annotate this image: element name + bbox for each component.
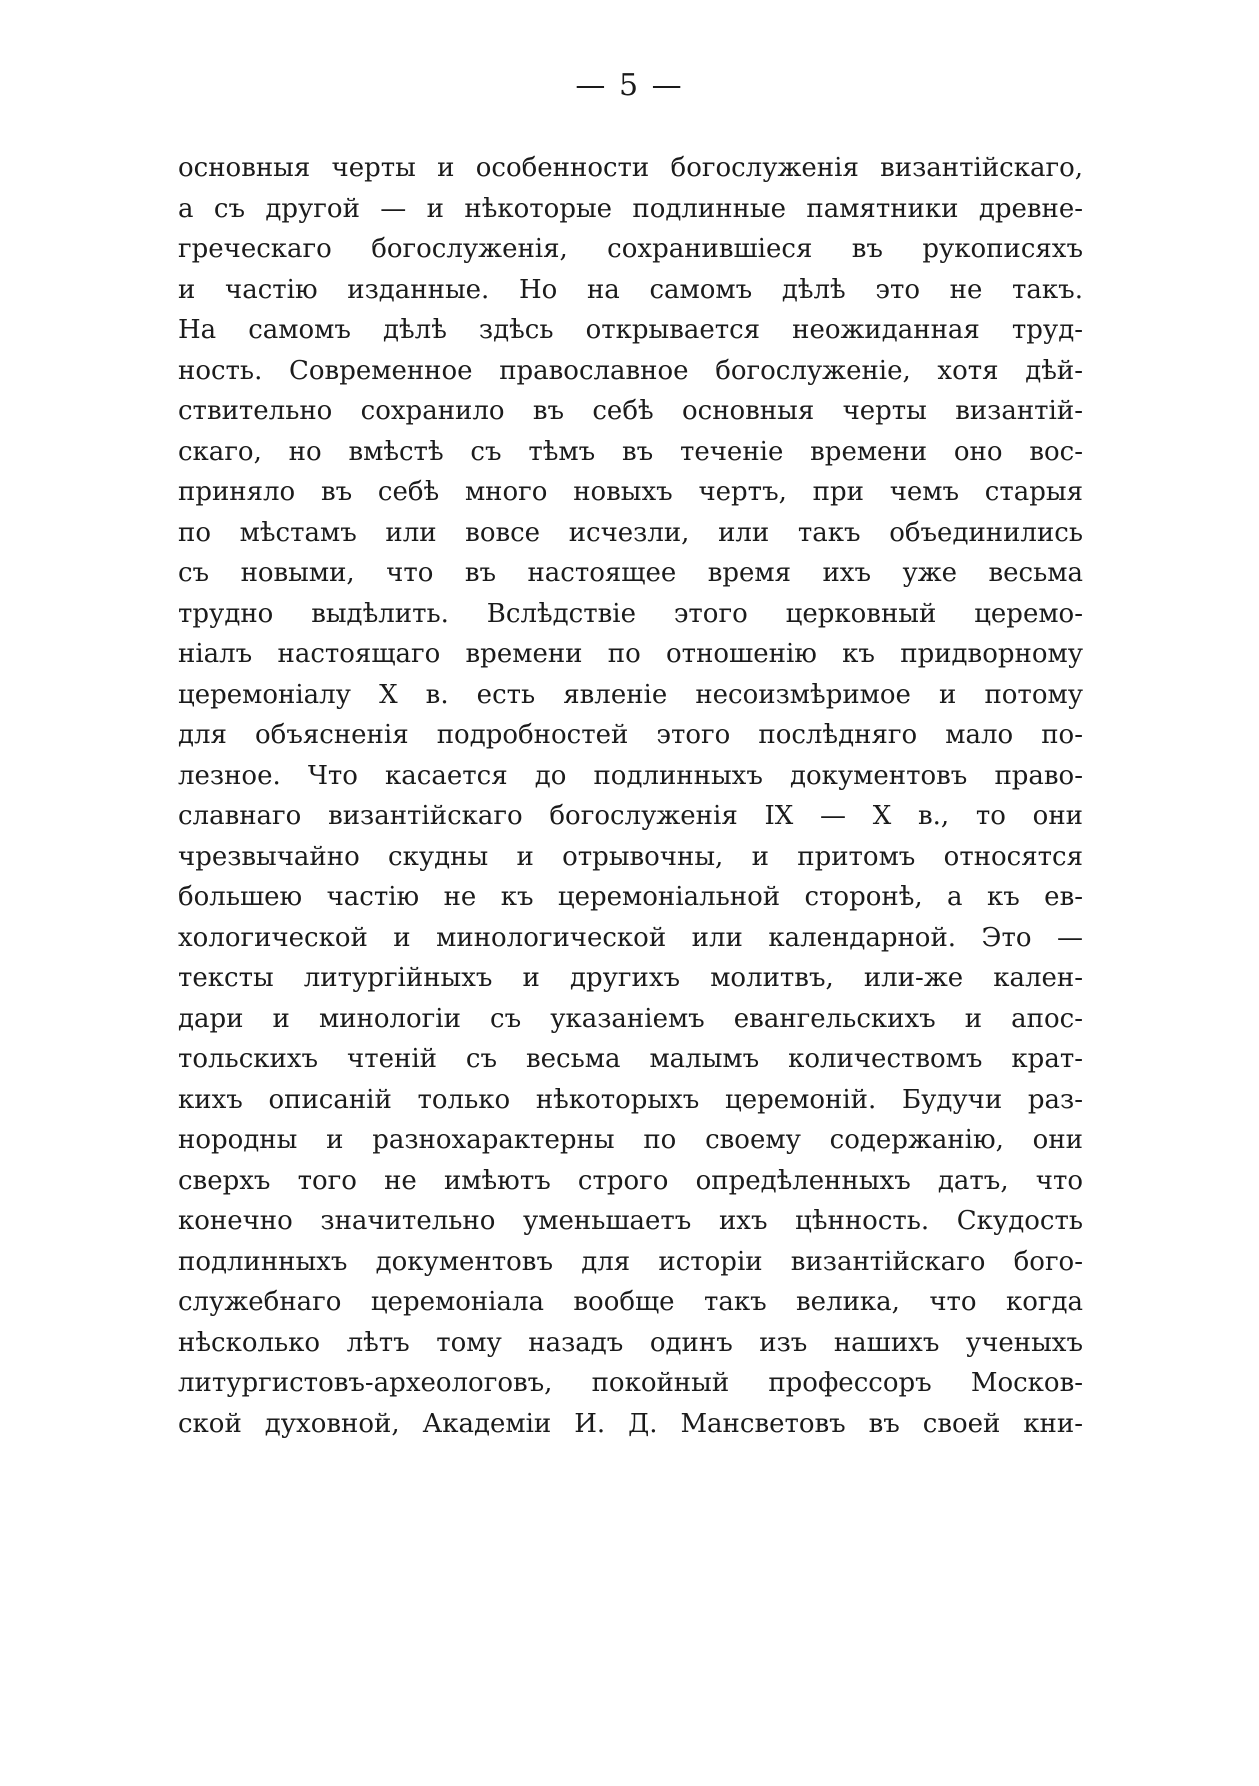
body-text (178, 148, 1083, 1444)
text-line: церемоніалу X в. есть явленіе несоизмѣримое и потому (178, 679, 1083, 710)
text-line: конечно значительно уменьшаетъ ихъ цѣнность. Скудость (178, 1206, 1083, 1236)
text-line: сверхъ того не имѣютъ строго опредѣленныхъ датъ, что (178, 1165, 1083, 1196)
text-line: тольскихъ чтеній съ весьма малымъ количествомъ крат- (178, 1044, 1083, 1074)
text-line: лезное. Что касается до подлинныхъ документовъ право- (178, 760, 1083, 791)
text-line: хологической и минологической или календарной. Это — (178, 922, 1083, 953)
text-line: тексты литургійныхъ и другихъ молитвъ, или-же кален- (178, 963, 1083, 993)
text-line: славнаго византійскаго богослуженія IX — X в., то они (178, 801, 1083, 831)
page-number: — 5 — (575, 68, 684, 103)
text-line: нѣсколько лѣтъ тому назадъ одинъ изъ нашихъ ученыхъ (178, 1327, 1083, 1358)
text-line: по мѣстамъ или вовсе исчезли, или такъ объединились (178, 517, 1083, 548)
text-line: литургистовъ-археологовъ, покойный профессоръ Москов- (178, 1368, 1083, 1398)
text-line: ской духовной, Академіи И. Д. Мансветовъ въ своей кни- (178, 1408, 1083, 1439)
text-line: трудно выдѣлить. Вслѣдствіе этого церковный церемо- (178, 598, 1083, 629)
text-line: основныя черты и особенности богослуженія византійскаго, (178, 153, 1083, 183)
text-line: служебнаго церемоніала вообще такъ велика, что когда (178, 1287, 1083, 1317)
text-line: съ новыми, что въ настоящее время ихъ уже весьма (178, 558, 1083, 588)
text-line: нородны и разнохарактерны по своему содержанію, они (178, 1125, 1083, 1155)
text-line: ствительно сохранило въ себѣ основныя черты византій- (178, 396, 1083, 426)
text-line: греческаго богослуженія, сохранившіеся въ рукописяхъ (178, 234, 1083, 264)
text-line: а съ другой — и нѣкоторые подлинные памятники древне- (178, 193, 1083, 224)
text-line: На самомъ дѣлѣ здѣсь открывается неожиданная труд- (178, 315, 1083, 345)
text-line: дари и минологіи съ указаніемъ евангельскихъ и апос- (178, 1003, 1083, 1034)
text-line: ность. Современное православное богослуженіе, хотя дѣй- (178, 355, 1083, 386)
text-line: подлинныхъ документовъ для исторіи византійскаго бого- (178, 1246, 1083, 1277)
text-line: скаго, но вмѣстѣ съ тѣмъ въ теченіе времени оно вос- (178, 436, 1083, 467)
text-line: и частію изданные. Но на самомъ дѣлѣ это не такъ. (178, 274, 1083, 305)
text-line: ніалъ настоящаго времени по отношенію къ придворному (178, 639, 1083, 669)
text-line: кихъ описаній только нѣкоторыхъ церемоній. Будучи раз- (178, 1084, 1083, 1115)
text-line: для объясненія подробностей этого послѣдняго мало по- (178, 720, 1083, 750)
text-line: приняло въ себѣ много новыхъ чертъ, при чемъ старыя (178, 477, 1083, 507)
text-line: чрезвычайно скудны и отрывочны, и притомъ относятся (178, 841, 1083, 872)
text-line: большею частію не къ церемоніальной сторонѣ, а къ ев- (178, 882, 1083, 912)
